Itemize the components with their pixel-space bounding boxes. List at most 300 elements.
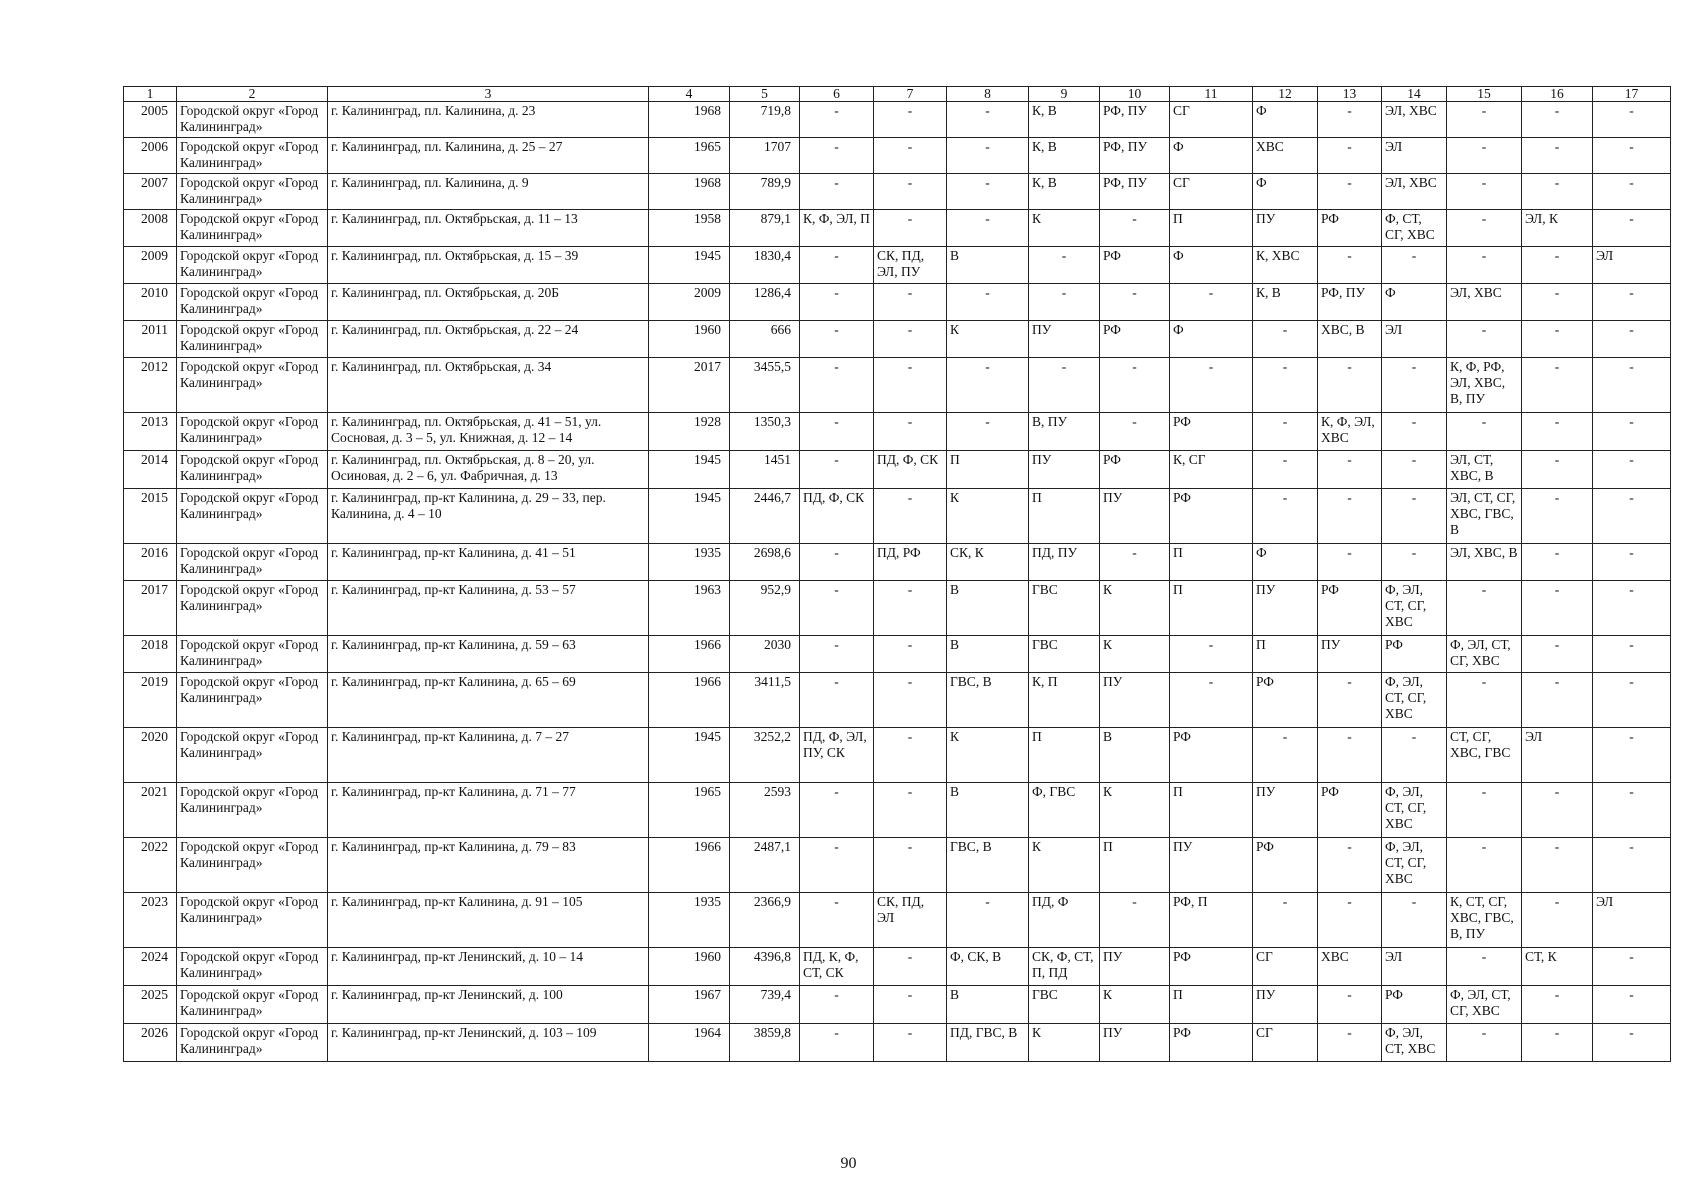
cell-area: 1350,3 <box>730 413 800 451</box>
cell-c7: - <box>874 581 947 636</box>
cell-c15: - <box>1447 673 1522 728</box>
cell-c15: - <box>1447 102 1522 138</box>
cell-area: 3859,8 <box>730 1024 800 1062</box>
cell-c9: ПД, Ф <box>1029 893 1100 948</box>
cell-c7: - <box>874 174 947 210</box>
cell-c12: ПУ <box>1253 783 1318 838</box>
cell-c8: В <box>947 986 1029 1024</box>
cell-c14: - <box>1382 358 1447 413</box>
cell-c17: - <box>1593 783 1671 838</box>
cell-c9: СК, Ф, СТ, П, ПД <box>1029 948 1100 986</box>
table-row <box>124 247 1671 284</box>
cell-id: 2023 <box>124 893 177 948</box>
cell-c10: РФ <box>1100 451 1170 489</box>
cell-c11: Ф <box>1170 247 1253 284</box>
cell-c13: ХВС, В <box>1318 321 1382 358</box>
cell-c11: РФ <box>1170 489 1253 544</box>
cell-c14: - <box>1382 728 1447 783</box>
cell-c17: - <box>1593 1024 1671 1062</box>
cell-c12: - <box>1253 451 1318 489</box>
cell-district: Городской округ «Город Калининград» <box>177 102 328 138</box>
cell-address: г. Калининград, пр-кт Ленинский, д. 100 <box>328 986 649 1024</box>
cell-c11: Ф <box>1170 321 1253 358</box>
cell-c16: - <box>1522 986 1593 1024</box>
cell-c8: ПД, ГВС, В <box>947 1024 1029 1062</box>
cell-id: 2024 <box>124 948 177 986</box>
cell-c16: - <box>1522 581 1593 636</box>
cell-c11: Ф <box>1170 138 1253 174</box>
cell-c14: - <box>1382 451 1447 489</box>
cell-year: 1965 <box>649 138 730 174</box>
cell-c13: РФ <box>1318 210 1382 247</box>
cell-area: 2487,1 <box>730 838 800 893</box>
cell-year: 1935 <box>649 544 730 581</box>
cell-c7: - <box>874 986 947 1024</box>
cell-c10: - <box>1100 413 1170 451</box>
cell-c8: К <box>947 728 1029 783</box>
cell-c8: Ф, СК, В <box>947 948 1029 986</box>
cell-c12: К, ХВС <box>1253 247 1318 284</box>
cell-district: Городской округ «Город Калининград» <box>177 321 328 358</box>
cell-c11: - <box>1170 284 1253 321</box>
cell-c17: ЭЛ <box>1593 247 1671 284</box>
cell-c14: ЭЛ <box>1382 138 1447 174</box>
cell-c16: - <box>1522 284 1593 321</box>
cell-c12: Ф <box>1253 102 1318 138</box>
cell-c13: - <box>1318 102 1382 138</box>
cell-c14: Ф, ЭЛ, СТ, СГ, ХВС <box>1382 673 1447 728</box>
cell-year: 1966 <box>649 838 730 893</box>
table-row <box>124 948 1671 986</box>
column-header: 9 <box>1029 87 1100 102</box>
cell-c14: ЭЛ <box>1382 948 1447 986</box>
cell-c12: - <box>1253 413 1318 451</box>
cell-id: 2020 <box>124 728 177 783</box>
cell-district: Городской округ «Город Калининград» <box>177 636 328 673</box>
cell-district: Городской округ «Город Калининград» <box>177 986 328 1024</box>
cell-c8: - <box>947 102 1029 138</box>
cell-c7: - <box>874 284 947 321</box>
cell-c9: - <box>1029 284 1100 321</box>
cell-c16: - <box>1522 321 1593 358</box>
cell-c11: П <box>1170 581 1253 636</box>
cell-address: г. Калининград, пл. Калинина, д. 23 <box>328 102 649 138</box>
cell-c15: - <box>1447 210 1522 247</box>
cell-area: 2593 <box>730 783 800 838</box>
cell-c13: ПУ <box>1318 636 1382 673</box>
cell-c13: РФ, ПУ <box>1318 284 1382 321</box>
cell-c15: К, СТ, СГ, ХВС, ГВС, В, ПУ <box>1447 893 1522 948</box>
cell-year: 1960 <box>649 948 730 986</box>
cell-c16: - <box>1522 413 1593 451</box>
cell-c6: К, Ф, ЭЛ, П <box>800 210 874 247</box>
cell-c13: - <box>1318 728 1382 783</box>
cell-year: 1966 <box>649 673 730 728</box>
cell-c9: К <box>1029 210 1100 247</box>
cell-area: 1451 <box>730 451 800 489</box>
table-row <box>124 838 1671 893</box>
cell-c14: - <box>1382 544 1447 581</box>
cell-c17: - <box>1593 489 1671 544</box>
cell-c10: ПУ <box>1100 948 1170 986</box>
cell-district: Городской округ «Город Калининград» <box>177 948 328 986</box>
cell-address: г. Калининград, пр-кт Калинина, д. 71 – 77 <box>328 783 649 838</box>
cell-c11: П <box>1170 544 1253 581</box>
cell-district: Городской округ «Город Калининград» <box>177 174 328 210</box>
cell-c10: РФ, ПУ <box>1100 174 1170 210</box>
cell-c14: - <box>1382 489 1447 544</box>
cell-c12: РФ <box>1253 673 1318 728</box>
cell-c17: - <box>1593 102 1671 138</box>
cell-year: 1966 <box>649 636 730 673</box>
cell-area: 1286,4 <box>730 284 800 321</box>
cell-c12: - <box>1253 489 1318 544</box>
cell-c17: ЭЛ <box>1593 893 1671 948</box>
table-row <box>124 673 1671 728</box>
table-row <box>124 986 1671 1024</box>
cell-id: 2006 <box>124 138 177 174</box>
column-header: 8 <box>947 87 1029 102</box>
column-header: 10 <box>1100 87 1170 102</box>
cell-c15: ЭЛ, СТ, ХВС, В <box>1447 451 1522 489</box>
cell-c8: СК, К <box>947 544 1029 581</box>
cell-c7: - <box>874 489 947 544</box>
column-header: 4 <box>649 87 730 102</box>
table-row <box>124 358 1671 413</box>
column-header: 11 <box>1170 87 1253 102</box>
cell-c16: - <box>1522 673 1593 728</box>
cell-c13: - <box>1318 489 1382 544</box>
table-row <box>124 102 1671 138</box>
column-header: 1 <box>124 87 177 102</box>
cell-c13: РФ <box>1318 581 1382 636</box>
cell-id: 2022 <box>124 838 177 893</box>
cell-c9: ПД, ПУ <box>1029 544 1100 581</box>
cell-c14: - <box>1382 413 1447 451</box>
cell-c10: К <box>1100 783 1170 838</box>
table-row <box>124 1024 1671 1062</box>
cell-c6: - <box>800 893 874 948</box>
cell-c6: - <box>800 451 874 489</box>
cell-c17: - <box>1593 174 1671 210</box>
cell-c16: - <box>1522 247 1593 284</box>
cell-c7: ПД, Ф, СК <box>874 451 947 489</box>
cell-address: г. Калининград, пр-кт Калинина, д. 79 – 83 <box>328 838 649 893</box>
cell-c6: - <box>800 247 874 284</box>
cell-address: г. Калининград, пр-кт Калинина, д. 65 – 69 <box>328 673 649 728</box>
cell-c12: ПУ <box>1253 210 1318 247</box>
cell-c10: РФ, ПУ <box>1100 102 1170 138</box>
cell-c7: - <box>874 838 947 893</box>
cell-c17: - <box>1593 321 1671 358</box>
cell-id: 2011 <box>124 321 177 358</box>
cell-c17: - <box>1593 413 1671 451</box>
table-row <box>124 451 1671 489</box>
cell-c8: П <box>947 451 1029 489</box>
column-header: 2 <box>177 87 328 102</box>
cell-c7: - <box>874 138 947 174</box>
cell-c9: К, В <box>1029 138 1100 174</box>
cell-c13: К, Ф, ЭЛ, ХВС <box>1318 413 1382 451</box>
cell-c8: - <box>947 284 1029 321</box>
cell-address: г. Калининград, пл. Октябрьская, д. 22 – 24 <box>328 321 649 358</box>
cell-c11: К, СГ <box>1170 451 1253 489</box>
table-row <box>124 893 1671 948</box>
cell-district: Городской округ «Город Калининград» <box>177 210 328 247</box>
cell-c6: - <box>800 1024 874 1062</box>
column-header: 5 <box>730 87 800 102</box>
cell-c15: Ф, ЭЛ, СТ, СГ, ХВС <box>1447 636 1522 673</box>
cell-c11: - <box>1170 358 1253 413</box>
cell-c10: - <box>1100 544 1170 581</box>
page-number: 90 <box>840 1155 857 1172</box>
cell-c8: В <box>947 783 1029 838</box>
cell-c9: ПУ <box>1029 451 1100 489</box>
table-row <box>124 636 1671 673</box>
cell-c8: В <box>947 247 1029 284</box>
cell-c14: ЭЛ, ХВС <box>1382 174 1447 210</box>
cell-c12: - <box>1253 358 1318 413</box>
cell-c7: - <box>874 728 947 783</box>
cell-c10: - <box>1100 893 1170 948</box>
cell-area: 3455,5 <box>730 358 800 413</box>
cell-c11: РФ <box>1170 728 1253 783</box>
cell-c6: - <box>800 321 874 358</box>
cell-c15: ЭЛ, ХВС <box>1447 284 1522 321</box>
cell-district: Городской округ «Город Калининград» <box>177 247 328 284</box>
cell-c17: - <box>1593 581 1671 636</box>
cell-c14: - <box>1382 247 1447 284</box>
cell-id: 2016 <box>124 544 177 581</box>
cell-c8: - <box>947 138 1029 174</box>
cell-c11: РФ <box>1170 1024 1253 1062</box>
cell-c13: - <box>1318 544 1382 581</box>
cell-c6: ПД, Ф, СК <box>800 489 874 544</box>
cell-c11: - <box>1170 636 1253 673</box>
table-row <box>124 413 1671 451</box>
cell-district: Городской округ «Город Калининград» <box>177 138 328 174</box>
cell-district: Городской округ «Город Калининград» <box>177 838 328 893</box>
cell-c6: - <box>800 174 874 210</box>
cell-area: 2030 <box>730 636 800 673</box>
cell-year: 1963 <box>649 581 730 636</box>
cell-c10: - <box>1100 284 1170 321</box>
cell-c12: СГ <box>1253 948 1318 986</box>
cell-c10: - <box>1100 358 1170 413</box>
cell-area: 719,8 <box>730 102 800 138</box>
cell-c8: ГВС, В <box>947 673 1029 728</box>
cell-c17: - <box>1593 838 1671 893</box>
cell-district: Городской округ «Город Калининград» <box>177 893 328 948</box>
cell-address: г. Калининград, пл. Октябрьская, д. 20Б <box>328 284 649 321</box>
cell-c9: К <box>1029 1024 1100 1062</box>
cell-c6: - <box>800 544 874 581</box>
cell-c16: - <box>1522 451 1593 489</box>
cell-district: Городской округ «Город Калининград» <box>177 728 328 783</box>
cell-c17: - <box>1593 451 1671 489</box>
cell-area: 2698,6 <box>730 544 800 581</box>
cell-address: г. Калининград, пр-кт Ленинский, д. 103 – 109 <box>328 1024 649 1062</box>
cell-c8: ГВС, В <box>947 838 1029 893</box>
cell-area: 3411,5 <box>730 673 800 728</box>
table-row <box>124 783 1671 838</box>
cell-c16: - <box>1522 893 1593 948</box>
cell-c14: Ф, ЭЛ, СТ, СГ, ХВС <box>1382 783 1447 838</box>
cell-c13: - <box>1318 893 1382 948</box>
cell-c10: - <box>1100 210 1170 247</box>
cell-address: г. Калининград, пр-кт Ленинский, д. 10 – 14 <box>328 948 649 986</box>
cell-c16: - <box>1522 1024 1593 1062</box>
cell-c6: ПД, К, Ф, СТ, СК <box>800 948 874 986</box>
cell-area: 3252,2 <box>730 728 800 783</box>
cell-c10: ПУ <box>1100 489 1170 544</box>
cell-c13: РФ <box>1318 783 1382 838</box>
cell-c7: - <box>874 413 947 451</box>
cell-c9: К, П <box>1029 673 1100 728</box>
cell-area: 2366,9 <box>730 893 800 948</box>
cell-c9: П <box>1029 728 1100 783</box>
cell-c11: СГ <box>1170 102 1253 138</box>
table-row <box>124 138 1671 174</box>
cell-c6: - <box>800 673 874 728</box>
cell-c9: К, В <box>1029 102 1100 138</box>
cell-district: Городской округ «Город Калининград» <box>177 783 328 838</box>
cell-c15: - <box>1447 413 1522 451</box>
cell-c13: - <box>1318 358 1382 413</box>
cell-c7: СК, ПД, ЭЛ <box>874 893 947 948</box>
cell-c10: РФ <box>1100 247 1170 284</box>
cell-c6: - <box>800 581 874 636</box>
cell-c12: - <box>1253 728 1318 783</box>
cell-c16: - <box>1522 544 1593 581</box>
cell-id: 2018 <box>124 636 177 673</box>
cell-address: г. Калининград, пл. Октябрьская, д. 11 – 13 <box>328 210 649 247</box>
cell-id: 2017 <box>124 581 177 636</box>
cell-id: 2026 <box>124 1024 177 1062</box>
cell-c17: - <box>1593 636 1671 673</box>
cell-c12: ХВС <box>1253 138 1318 174</box>
cell-id: 2015 <box>124 489 177 544</box>
cell-c10: РФ <box>1100 321 1170 358</box>
cell-c11: РФ <box>1170 948 1253 986</box>
cell-year: 1968 <box>649 174 730 210</box>
table-row <box>124 544 1671 581</box>
cell-c9: К <box>1029 838 1100 893</box>
cell-c10: П <box>1100 838 1170 893</box>
register-table <box>123 86 1671 1062</box>
cell-c10: К <box>1100 636 1170 673</box>
cell-c6: - <box>800 986 874 1024</box>
cell-c13: - <box>1318 247 1382 284</box>
cell-c17: - <box>1593 986 1671 1024</box>
cell-c12: Ф <box>1253 174 1318 210</box>
cell-c16: - <box>1522 102 1593 138</box>
cell-c13: - <box>1318 673 1382 728</box>
column-header: 3 <box>328 87 649 102</box>
cell-address: г. Калининград, пл. Октябрьская, д. 15 – 39 <box>328 247 649 284</box>
cell-district: Городской округ «Город Калининград» <box>177 284 328 321</box>
cell-year: 1945 <box>649 489 730 544</box>
cell-c16: - <box>1522 636 1593 673</box>
cell-district: Городской округ «Город Калининград» <box>177 413 328 451</box>
cell-id: 2009 <box>124 247 177 284</box>
cell-c13: - <box>1318 138 1382 174</box>
cell-id: 2013 <box>124 413 177 451</box>
cell-id: 2012 <box>124 358 177 413</box>
cell-c15: - <box>1447 948 1522 986</box>
cell-district: Городской округ «Город Калининград» <box>177 489 328 544</box>
cell-address: г. Калининград, пр-кт Калинина, д. 59 – 63 <box>328 636 649 673</box>
cell-area: 1830,4 <box>730 247 800 284</box>
cell-year: 1935 <box>649 893 730 948</box>
cell-c9: ПУ <box>1029 321 1100 358</box>
cell-c16: - <box>1522 138 1593 174</box>
cell-c15: - <box>1447 174 1522 210</box>
cell-year: 1960 <box>649 321 730 358</box>
table-row <box>124 489 1671 544</box>
cell-c6: - <box>800 284 874 321</box>
cell-c15: - <box>1447 247 1522 284</box>
cell-c17: - <box>1593 138 1671 174</box>
cell-c16: - <box>1522 783 1593 838</box>
cell-c12: ПУ <box>1253 581 1318 636</box>
cell-area: 789,9 <box>730 174 800 210</box>
cell-id: 2008 <box>124 210 177 247</box>
header-row <box>124 87 1671 102</box>
cell-area: 739,4 <box>730 986 800 1024</box>
cell-c17: - <box>1593 673 1671 728</box>
cell-c13: - <box>1318 838 1382 893</box>
cell-address: г. Калининград, пр-кт Калинина, д. 53 – 57 <box>328 581 649 636</box>
cell-c7: - <box>874 636 947 673</box>
cell-c15: Ф, ЭЛ, СТ, СГ, ХВС <box>1447 986 1522 1024</box>
cell-c14: Ф, СТ, СГ, ХВС <box>1382 210 1447 247</box>
column-header: 6 <box>800 87 874 102</box>
cell-c9: ГВС <box>1029 581 1100 636</box>
cell-c8: В <box>947 636 1029 673</box>
cell-address: г. Калининград, пр-кт Калинина, д. 91 – 105 <box>328 893 649 948</box>
cell-c15: - <box>1447 321 1522 358</box>
cell-id: 2005 <box>124 102 177 138</box>
cell-c13: - <box>1318 174 1382 210</box>
cell-district: Городской округ «Город Калининград» <box>177 544 328 581</box>
cell-c6: - <box>800 102 874 138</box>
cell-c15: - <box>1447 838 1522 893</box>
cell-c12: РФ <box>1253 838 1318 893</box>
cell-c15: ЭЛ, ХВС, В <box>1447 544 1522 581</box>
column-header: 12 <box>1253 87 1318 102</box>
cell-c8: - <box>947 893 1029 948</box>
cell-c11: П <box>1170 210 1253 247</box>
cell-c6: - <box>800 413 874 451</box>
cell-district: Городской округ «Город Калининград» <box>177 358 328 413</box>
cell-year: 1968 <box>649 102 730 138</box>
cell-c7: - <box>874 948 947 986</box>
cell-area: 4396,8 <box>730 948 800 986</box>
cell-district: Городской округ «Город Калининград» <box>177 1024 328 1062</box>
cell-c17: - <box>1593 948 1671 986</box>
cell-c6: - <box>800 138 874 174</box>
cell-c14: Ф, ЭЛ, СТ, ХВС <box>1382 1024 1447 1062</box>
cell-c17: - <box>1593 358 1671 413</box>
cell-c15: СТ, СГ, ХВС, ГВС <box>1447 728 1522 783</box>
cell-c16: ЭЛ <box>1522 728 1593 783</box>
cell-c8: - <box>947 210 1029 247</box>
column-header: 7 <box>874 87 947 102</box>
cell-c17: - <box>1593 284 1671 321</box>
cell-c6: ПД, Ф, ЭЛ, ПУ, СК <box>800 728 874 783</box>
cell-c16: СТ, К <box>1522 948 1593 986</box>
